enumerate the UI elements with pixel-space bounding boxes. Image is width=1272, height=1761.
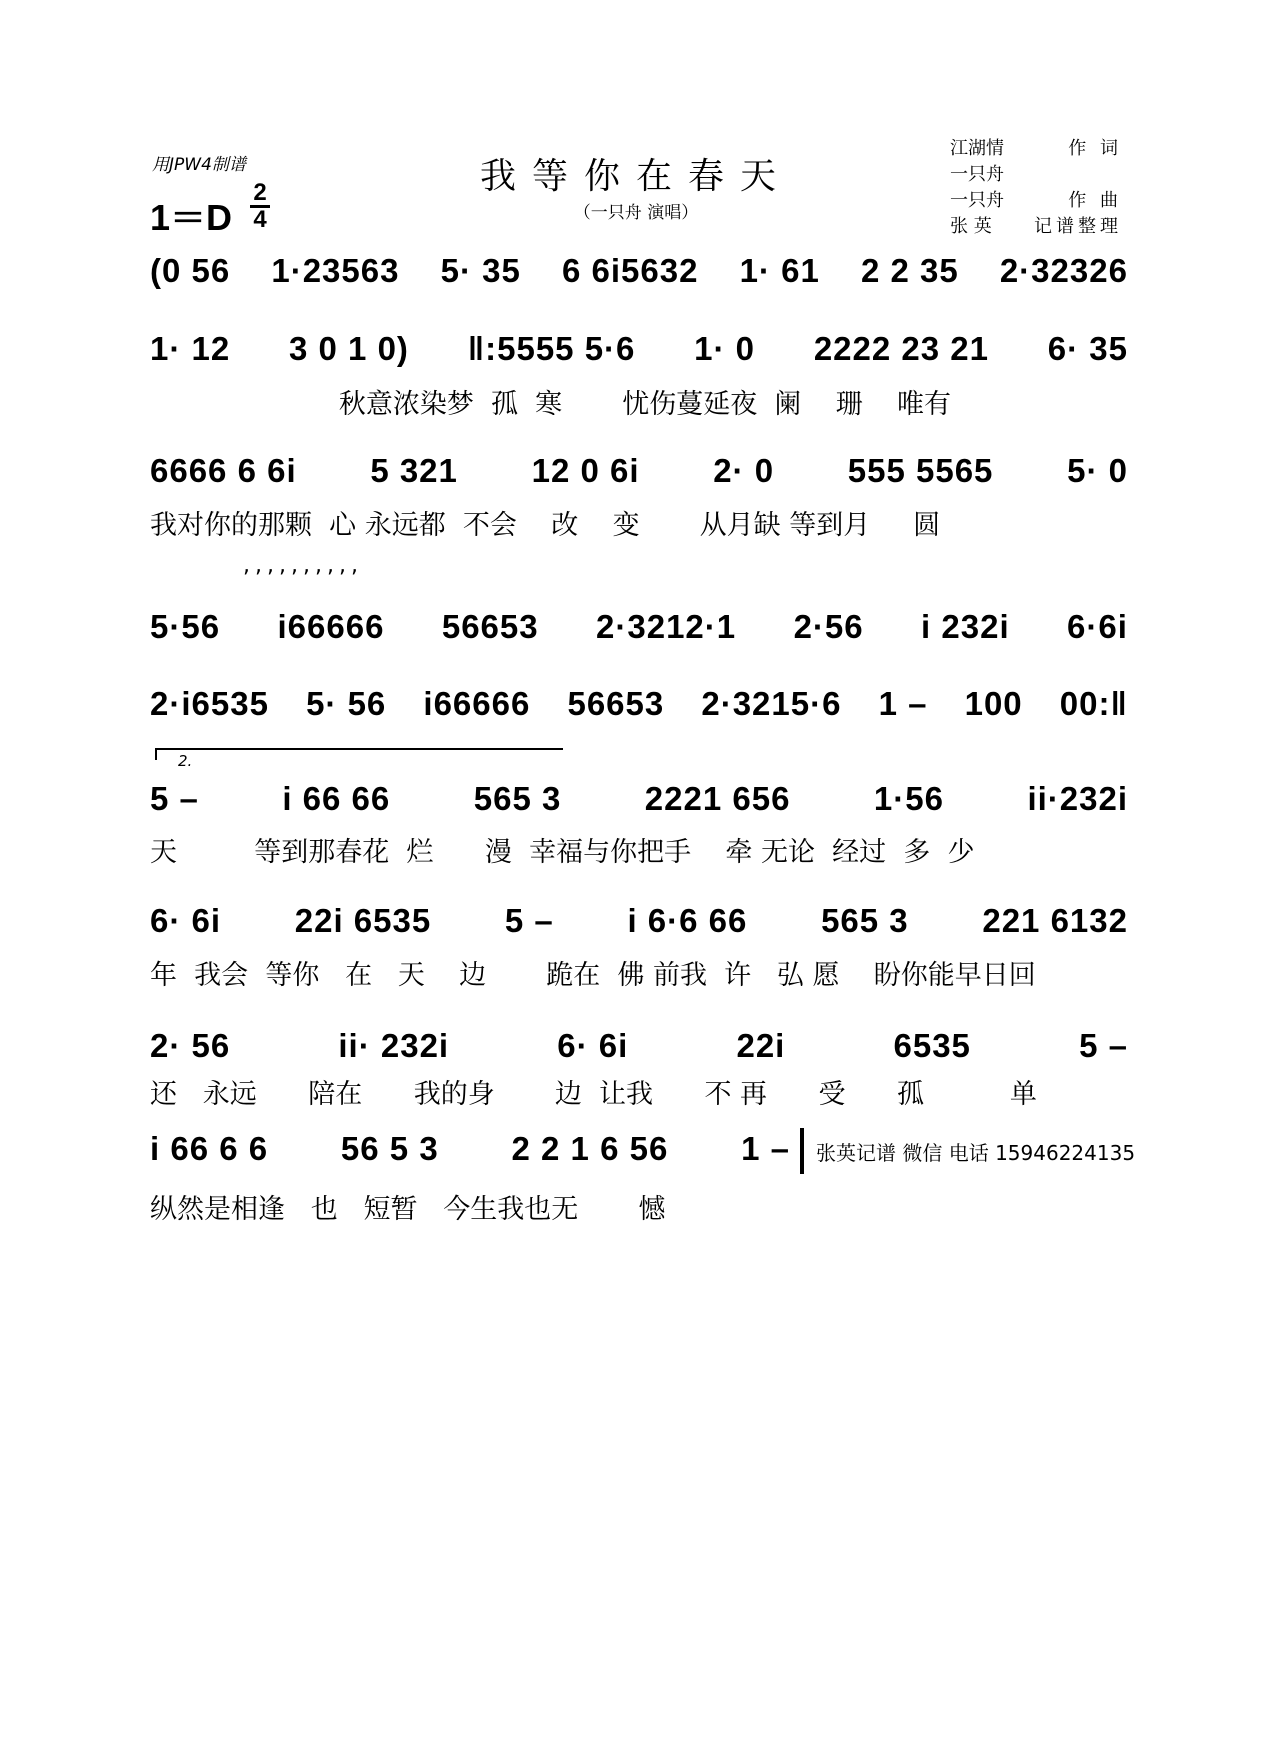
measure: 6· 6i [557, 1027, 629, 1064]
lyric-line-4: 年 我会 等你 在 天 边 跪在 佛 前我 许 弘 愿 盼你能早日回 [150, 960, 1036, 991]
measure: 221 6132 [982, 902, 1128, 939]
measure: 1·23563 [271, 252, 400, 289]
measure: 5· 56 [306, 685, 387, 722]
credit-role: 作 曲 [1068, 190, 1122, 211]
measure: ‖:5555 5·6 [467, 330, 636, 367]
staff-line-9 [150, 1130, 790, 1168]
credit-name: 一只舟 [950, 164, 1004, 185]
measure: 2 2 35 [860, 252, 959, 289]
measure: 6· 35 [1047, 330, 1128, 367]
staff-line-2 [150, 330, 1128, 368]
credit-role [1020, 162, 1122, 188]
time-top: 2 [253, 179, 267, 206]
staff-line-6 [150, 780, 1128, 818]
credit-name: 江湖情 [950, 138, 1004, 159]
measure: 555 5565 [847, 452, 994, 489]
volta-bracket [155, 748, 563, 760]
song-title: 我等你在春天 [479, 156, 792, 197]
credit-name: 一只舟 [950, 190, 1004, 211]
measure: 1· 61 [739, 252, 820, 289]
credit-row [950, 162, 1122, 188]
measure: 6·6i [1067, 608, 1128, 645]
measure: (0 56 [150, 252, 231, 289]
measure: 2·3215·6 [701, 685, 842, 722]
measure: 56 5 3 [340, 1130, 439, 1167]
measure: 1 – [878, 685, 928, 722]
lyric-line-1: 秋意浓染梦 孤 寒 忧伤蔓延夜 阑 珊 唯有 [150, 389, 952, 420]
final-barline [800, 1128, 804, 1174]
transcriber-contact: 张英记谱 微信 电话 15946224135 [816, 1141, 1136, 1165]
measure: 5·56 [150, 608, 221, 645]
measure: 2222 23 21 [813, 330, 989, 367]
lyric-line-2: 我对你的那颗 心 永远都 不会 改 变 从月缺 等到月 圆 [150, 510, 941, 541]
measure: i 66 66 [282, 780, 391, 817]
credit-row [950, 188, 1122, 214]
song-subtitle: （一只舟 演唱） [573, 203, 699, 223]
measure: 565 3 [821, 902, 909, 939]
credit-row [950, 136, 1122, 162]
time-bottom: 4 [253, 206, 267, 233]
measure: 3 0 1 0) [289, 330, 409, 367]
measure: 100 [964, 685, 1023, 722]
measure: 5 – [1079, 1027, 1128, 1064]
credit-role: 记谱整理 [1034, 216, 1122, 237]
credits-block [950, 136, 1122, 240]
breath-marks: ,,,,,,,,,, [243, 553, 363, 578]
measure: 5· 0 [1067, 452, 1128, 489]
measure: 565 3 [473, 780, 562, 817]
credit-role: 作 词 [1068, 138, 1122, 159]
measure: 2 2 1 6 56 [511, 1130, 669, 1167]
staff-line-5 [150, 685, 1128, 723]
staff-line-7 [150, 902, 1128, 940]
measure: 56653 [441, 608, 539, 645]
measure: 00:‖ [1059, 685, 1128, 722]
measure: 12 0 6i [531, 452, 640, 489]
time-signature [250, 179, 270, 233]
measure: 1· 12 [150, 330, 231, 367]
measure: 1 – [741, 1130, 790, 1167]
lyric-line-6: 纵然是相逢 也 短暂 今生我也无 憾 [150, 1194, 666, 1225]
credit-row [950, 214, 1122, 240]
measure: 2· 0 [713, 452, 775, 489]
measure: i 6·6 66 [627, 902, 748, 939]
volta-label: 2. [178, 752, 193, 770]
measure: 2·i6535 [150, 685, 269, 722]
measure: i 232i [921, 608, 1010, 645]
tool-credit: 用JPW4制谱 [152, 155, 246, 175]
measure: 5· 35 [440, 252, 521, 289]
measure: i66666 [423, 685, 531, 722]
measure: 6535 [893, 1027, 971, 1064]
measure: 2·3212·1 [596, 608, 737, 645]
key-signature: 1＝D [150, 197, 233, 238]
measure: 1·56 [873, 780, 944, 817]
measure: 5 321 [370, 452, 458, 489]
lyric-line-5: 还 永远 陪在 我的身 边 让我 不 再 受 孤 单 [150, 1079, 1037, 1110]
measure: i66666 [277, 608, 385, 645]
measure: 56653 [567, 685, 665, 722]
measure: 6666 6 6i [150, 452, 297, 489]
credit-name: 张 英 [950, 216, 992, 237]
measure: ii· 232i [338, 1027, 450, 1064]
measure: i 66 6 6 [150, 1130, 269, 1167]
measure: 2·56 [793, 608, 864, 645]
measure: 6 6i5632 [561, 252, 699, 289]
staff-line-1 [150, 252, 1128, 290]
measure: 22i [736, 1027, 786, 1064]
measure: 2·32326 [999, 252, 1128, 289]
measure: 5 – [504, 902, 554, 939]
staff-line-8 [150, 1027, 1128, 1065]
measure: 6· 6i [150, 902, 222, 939]
staff-line-4 [150, 608, 1128, 646]
measure: 22i 6535 [294, 902, 432, 939]
measure: 5 – [150, 780, 199, 817]
measure: 2· 56 [150, 1027, 231, 1064]
staff-line-3 [150, 452, 1128, 490]
lyric-line-3: 天 等到那春花 烂 漫 幸福与你把手 牵 无论 经过 多 少 [150, 837, 975, 868]
measure: 2221 656 [644, 780, 791, 817]
measure: ii·232i [1027, 780, 1128, 817]
measure: 1· 0 [694, 330, 756, 367]
